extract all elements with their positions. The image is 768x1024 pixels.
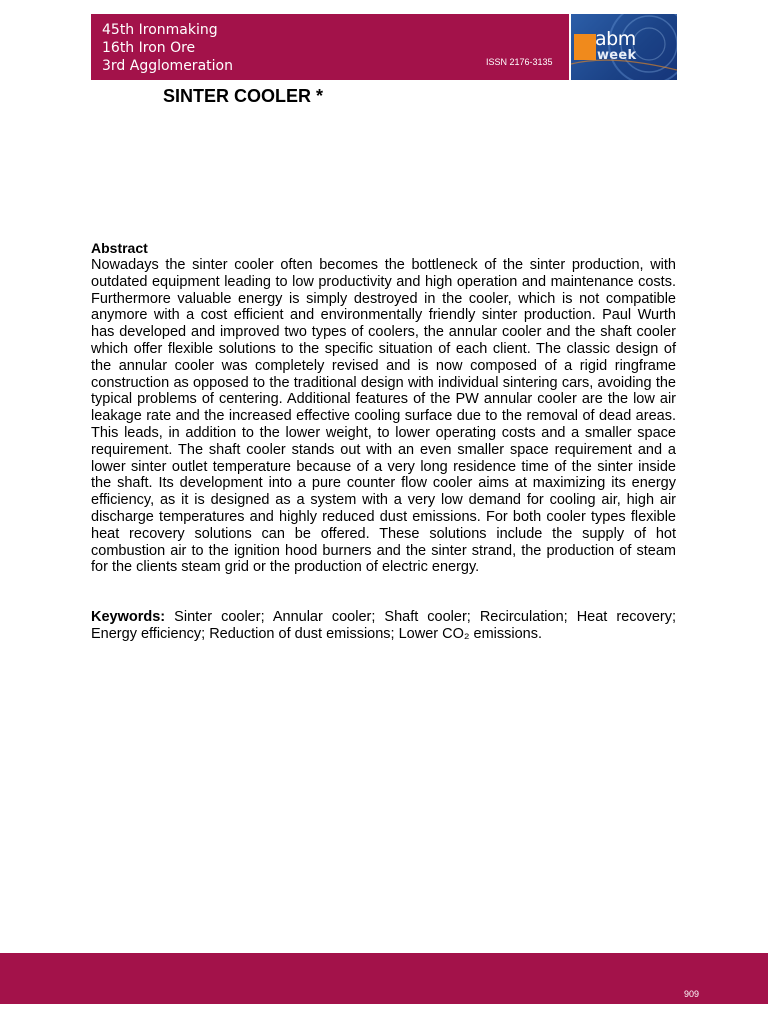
logo-week-text: week bbox=[597, 48, 637, 63]
abstract-body: Nowadays the sinter cooler often becomes the bottleneck of the sinter production, with outdated equipment leading to low productivity and high operation and maintenance costs. Furthermore valuable energy is simply destroyed in the cooler, which is not compatible anymore with a cost efficient and environmentally friendly sinter production. Paul Wurth has developed and improved two types of coolers, the annular cooler and the shaft cooler which offer flexible solutions to the specific situation of each client. The classic design of the annular cooler was completely revised and is now composed of a rigid ringframe construction as opposed to the traditional design with individual sintering cars, avoiding the typical problems of centering. Additional features of the PW annular cooler are the low air leakage rate and the increased effective cooling surface due to the removal of dead areas. This leads, in addition to the lower weight, to lower operating costs and a smaller space requirement. The shaft cooler stands out with an even smaller space requirement and a lower sinter outlet temperature because of a very long residence time of the sinter inside the shaft. Its development into a pure counter flow cooler aims at maximizing its energy efficiency, as it is designed as a system with a very low demand for cooling air, high air discharge temperatures and highly reduced dust emissions. For both cooler types flexible heat recovery solutions can be offered. These solutions include the supply of hot combustion air to the ignition hood burners and the sinter strand, the production of steam for the clients steam grid or the production of electric energy. bbox=[91, 257, 676, 576]
conference-lines bbox=[102, 21, 233, 75]
header-banner bbox=[91, 14, 569, 80]
abm-week-logo bbox=[571, 14, 677, 80]
page-number: 909 bbox=[684, 989, 700, 999]
logo-abm-text: abm bbox=[595, 28, 636, 50]
footer-bar bbox=[0, 953, 768, 1004]
conference-line-1: 45th Ironmaking bbox=[102, 22, 218, 38]
keywords-paragraph bbox=[91, 609, 676, 643]
paper-title: SINTER COOLER * bbox=[163, 86, 324, 106]
keywords-text: Sinter cooler; Annular cooler; Shaft cooler; Recirculation; Heat recovery; Energy efficiency; Reduction of dust emissions; Lower CO₂ emissions. bbox=[91, 609, 676, 642]
keywords-label: Keywords: bbox=[91, 609, 166, 625]
conference-line-3: 3rd Agglomeration bbox=[102, 58, 233, 74]
issn-label: ISSN 2176-3135 bbox=[486, 57, 553, 67]
abstract-heading: Abstract bbox=[91, 240, 148, 256]
logo-orange-block bbox=[574, 34, 596, 60]
conference-line-2: 16th Iron Ore bbox=[102, 40, 196, 56]
